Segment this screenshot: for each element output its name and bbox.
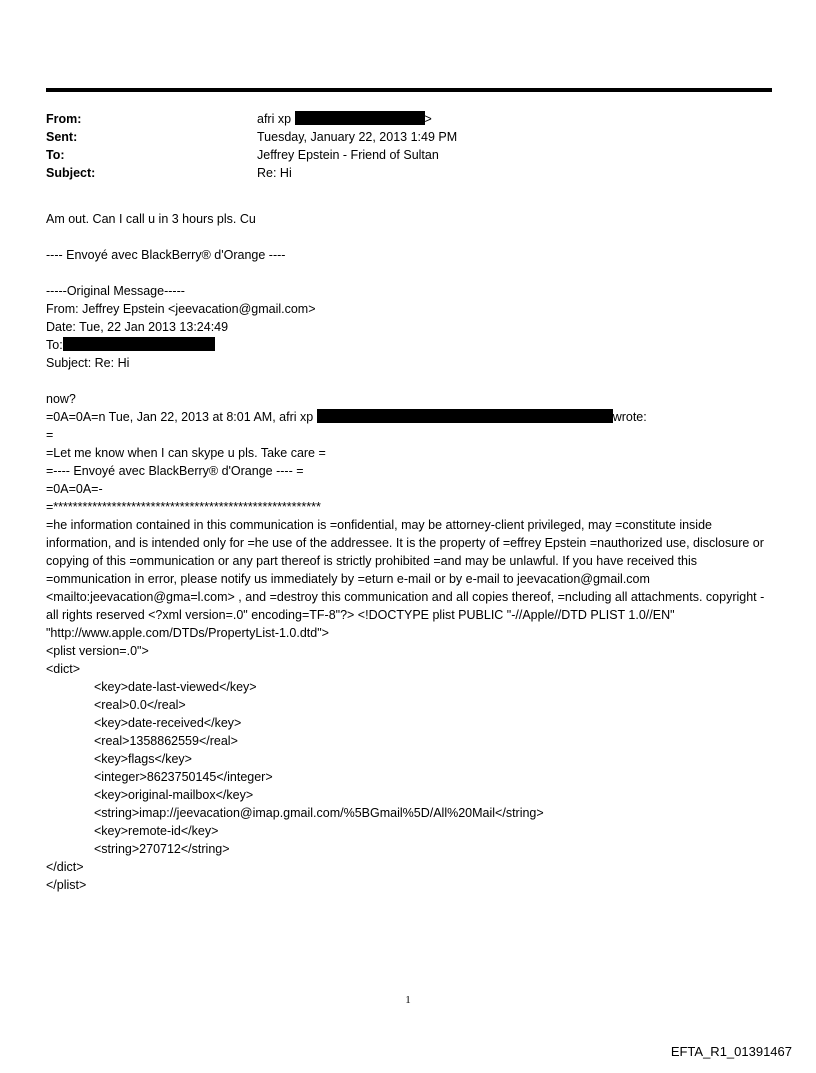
quote-intro: [46, 408, 772, 426]
reply-text: Am out. Can I call u in 3 hours pls. Cu: [46, 212, 256, 226]
to-value: Jeffrey Epstein - Friend of Sultan: [257, 148, 439, 162]
from-row: [46, 110, 772, 128]
stars-line: =*******************************************************: [46, 500, 321, 514]
email-header: [46, 110, 772, 182]
from-name: afri xp: [257, 112, 292, 126]
page-number: 1: [405, 994, 411, 1006]
from-value: [257, 110, 432, 128]
subject-row: [46, 164, 772, 182]
original-to: [46, 336, 772, 354]
to-row: [46, 146, 772, 164]
equals-line: =: [46, 428, 54, 442]
signature: ---- Envoyé avec BlackBerry® d'Orange ----: [46, 248, 286, 262]
oa-line: =0A=0A=-: [46, 482, 103, 496]
redaction-bar: [295, 111, 425, 125]
disclaimer: =he information contained in this communication is =onfidential, may be attorney-client privileged, may =constitute inside information, and is intended only for =he use of the addressee. It is the property of =effrey Epstein =nauthorized use, disclosure or copying of this =ommunication or any part thereof is strictly prohibited =and may be unlawful. If you have received this =ommunication in error, please notify us immediately by =eturn e-mail or by e-mail to jeevacation@gmail.com <mailto:jeevacation@gma=l.com> , and =destroy this communication and all copies thereof, =ncluding all attachments. copyright -all rights reserved <?xml version=.0" encoding=TF-8"?> <!DOCTYPE plist PUBLIC "-//Apple//DTD PLIST 1.0//EN" "http://www.apple.com/DTDs/PropertyList-1.0.dtd">: [46, 518, 765, 640]
plist-line: <real>1358862559</real>: [94, 734, 238, 748]
now-line: now?: [46, 392, 76, 406]
original-message-header: -----Original Message-----: [46, 284, 185, 298]
plist-line: <string>270712</string>: [94, 842, 230, 856]
redaction-bar: [63, 337, 215, 351]
plist-line: <key>date-last-viewed</key>: [94, 680, 257, 694]
redaction-bar: [317, 409, 613, 423]
original-subject: Subject: Re: Hi: [46, 356, 130, 370]
plist-line: <key>remote-id</key>: [94, 824, 219, 838]
sent-row: [46, 128, 772, 146]
let-me-know-line: =Let me know when I can skype u pls. Take care =: [46, 446, 326, 460]
plist-line: <key>flags</key>: [94, 752, 192, 766]
plist-line: <key>original-mailbox</key>: [94, 788, 254, 802]
quote-wrote: wrote:: [612, 410, 647, 424]
dict-close: </dict>: [46, 860, 84, 874]
subject-label: Subject:: [46, 166, 96, 180]
quote-intro-text: =0A=0A=n Tue, Jan 22, 2013 at 8:01 AM, afri xp: [46, 410, 314, 424]
to-label: To:: [46, 148, 65, 162]
document-id: EFTA_R1_01391467: [670, 1044, 792, 1059]
plist-line: <real>0.0</real>: [94, 698, 186, 712]
plist-close: </plist>: [46, 878, 87, 892]
plist-open: <plist version=.0">: [46, 644, 149, 658]
subject-value: Re: Hi: [257, 166, 292, 180]
plist-line: <key>date-received</key>: [94, 716, 242, 730]
original-date: Date: Tue, 22 Jan 2013 13:24:49: [46, 320, 229, 334]
plist-line: <string>imap://jeevacation@imap.gmail.com/%5BGmail%5D/All%20Mail</string>: [94, 806, 544, 820]
sent-label: Sent:: [46, 130, 78, 144]
dict-open: <dict>: [46, 662, 81, 676]
original-to-label: To:: [46, 338, 63, 352]
plist-line: <integer>8623750145</integer>: [94, 770, 273, 784]
original-from: From: Jeffrey Epstein <jeevacation@gmail.com>: [46, 302, 316, 316]
quoted-signature: =---- Envoyé avec BlackBerry® d'Orange ---- =: [46, 464, 304, 478]
from-suffix: >: [424, 112, 432, 126]
sent-value: Tuesday, January 22, 2013 1:49 PM: [257, 130, 458, 144]
email-body: [46, 210, 772, 894]
from-label: From:: [46, 112, 82, 126]
header-rule: [46, 88, 772, 92]
